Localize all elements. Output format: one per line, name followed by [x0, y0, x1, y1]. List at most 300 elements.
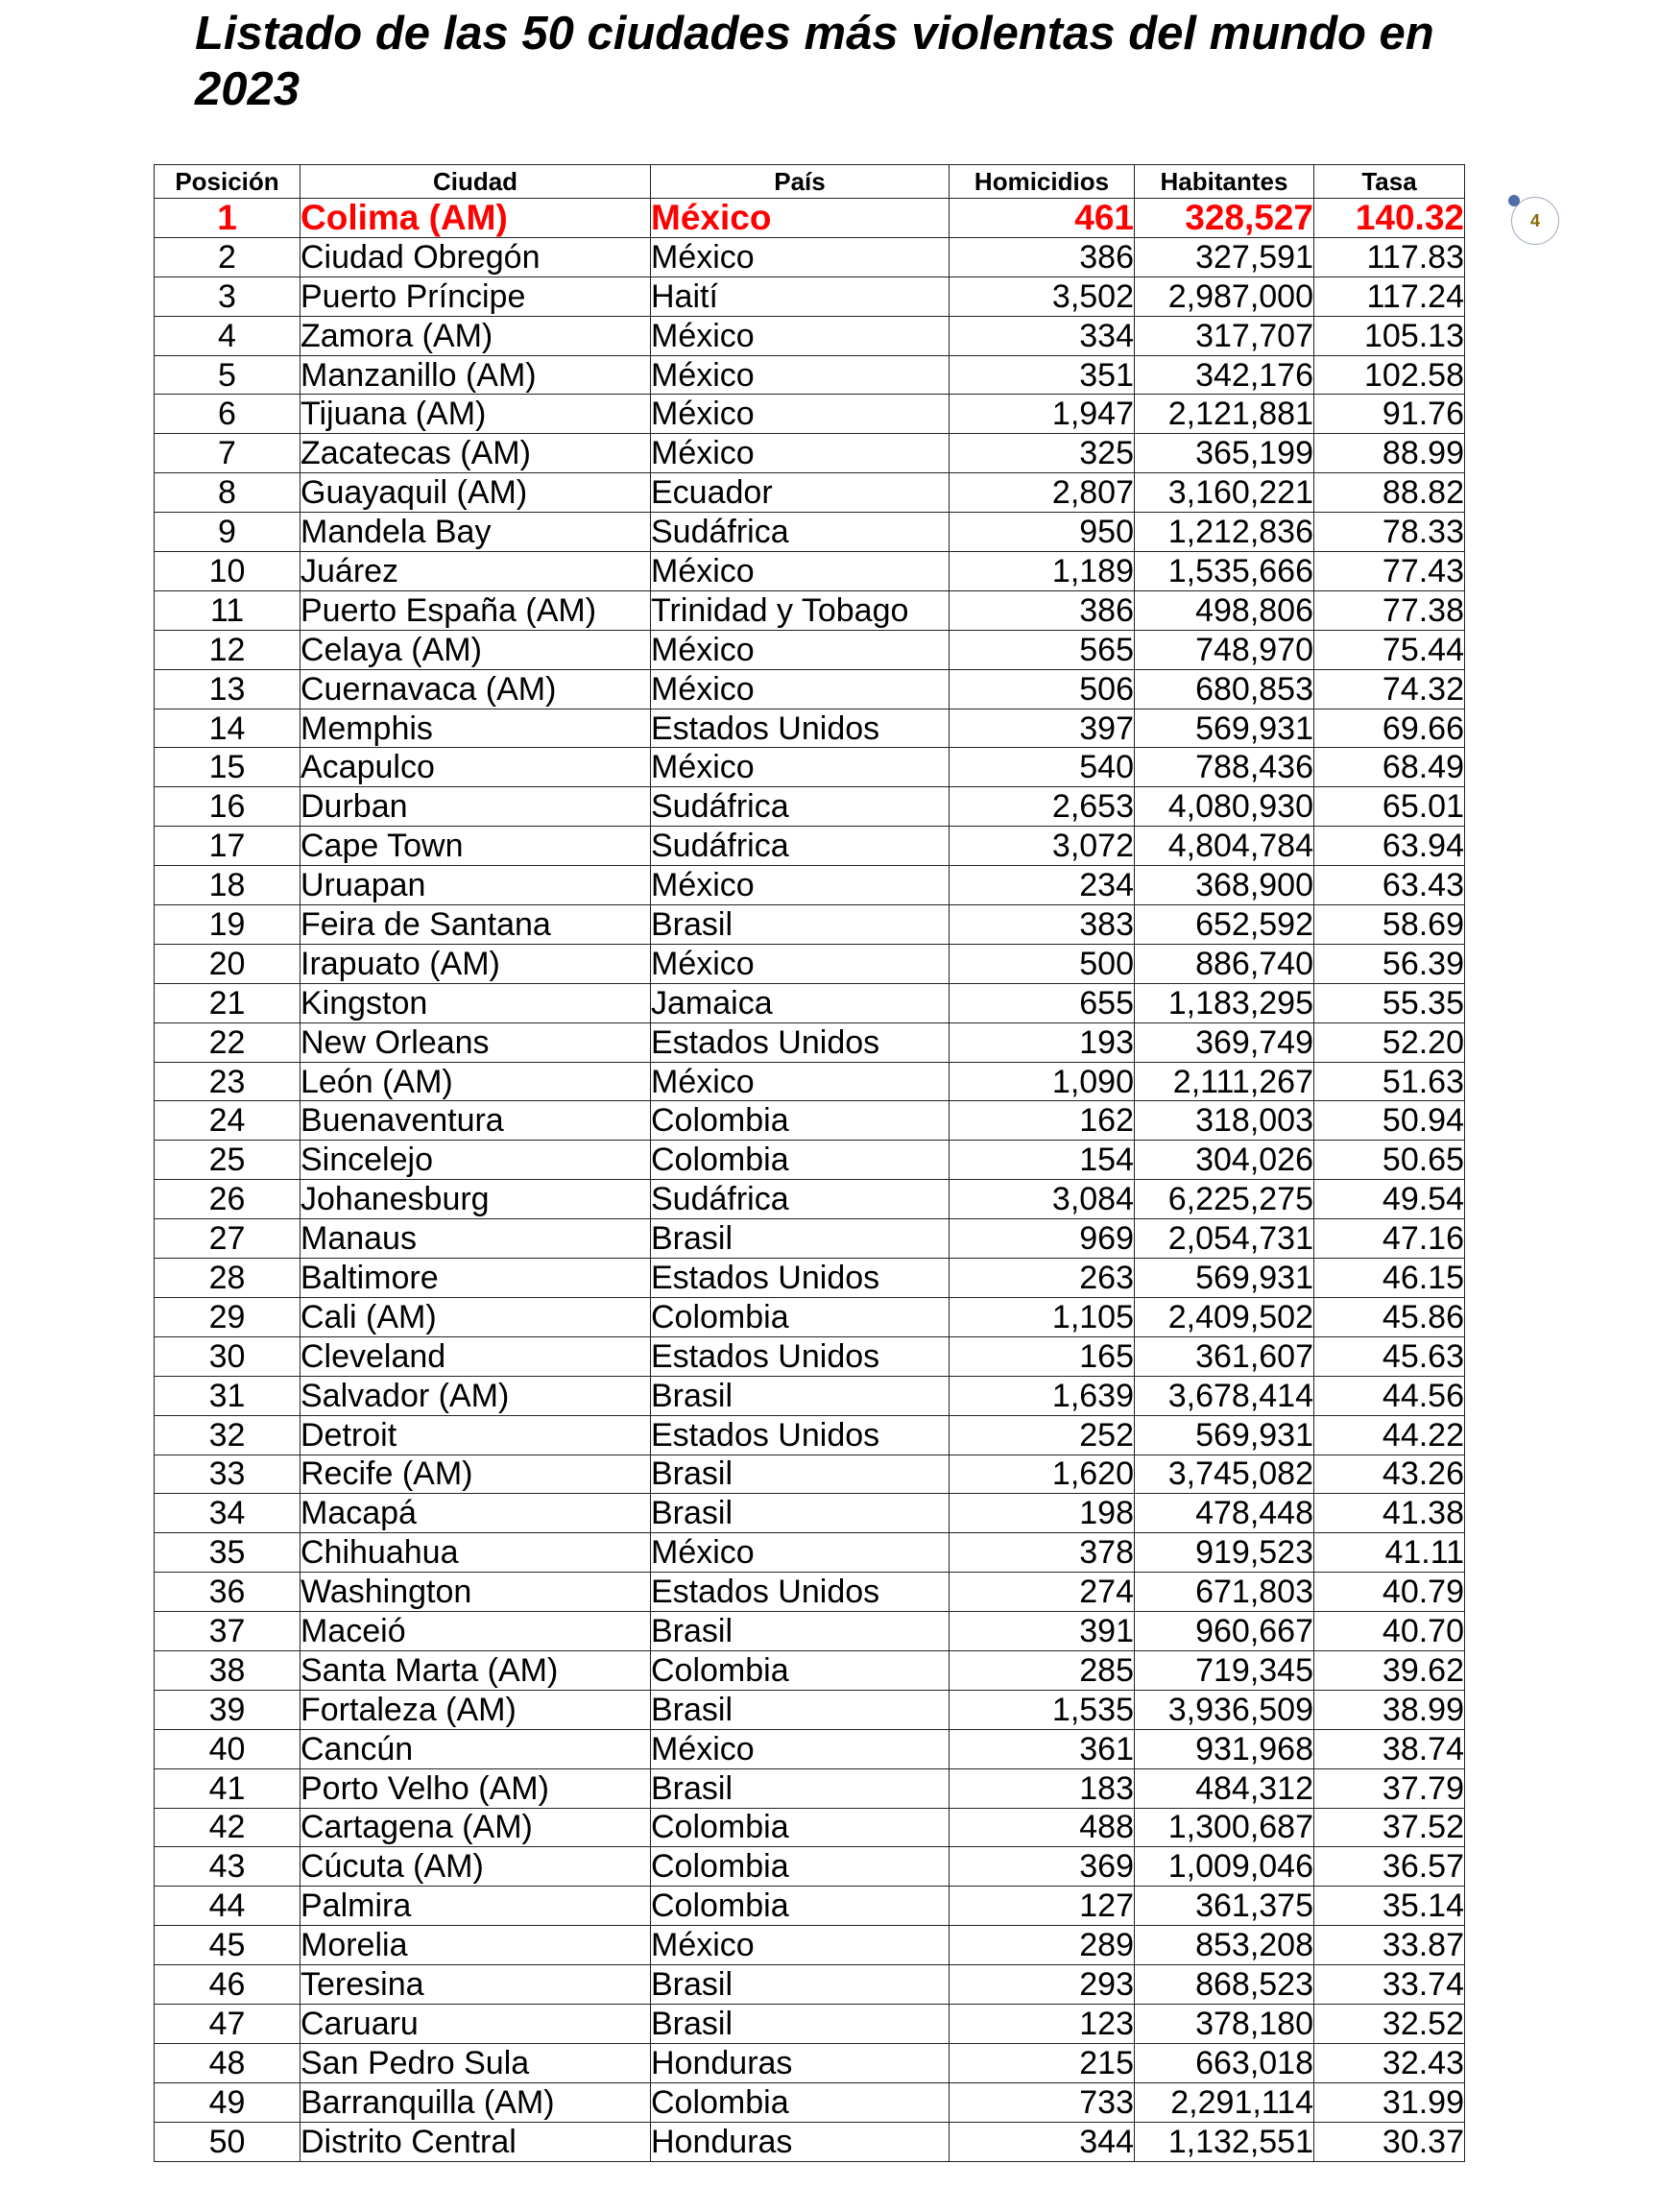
cell-ciudad: Buenaventura: [301, 1101, 651, 1141]
cell-ciudad: Cuernavaca (AM): [301, 669, 651, 709]
cell-tasa: 41.11: [1314, 1533, 1465, 1573]
cell-tasa: 39.62: [1314, 1650, 1465, 1690]
cell-tasa: 105.13: [1314, 316, 1465, 355]
cell-habitantes: 4,080,930: [1135, 787, 1314, 827]
cell-pais: Brasil: [651, 1455, 950, 1494]
table-row: [155, 1297, 1465, 1336]
cell-homicidios: 123: [950, 2004, 1135, 2043]
cell-posicion: 2: [155, 237, 301, 276]
page-number: 4: [1529, 210, 1540, 230]
cell-tasa: 33.74: [1314, 1965, 1465, 2005]
cell-posicion: 47: [155, 2004, 301, 2043]
table-row: [155, 2082, 1465, 2122]
cell-homicidios: 397: [950, 709, 1135, 748]
cell-homicidios: 1,947: [950, 395, 1135, 434]
cell-pais: Haití: [651, 276, 950, 316]
cell-habitantes: 1,183,295: [1135, 983, 1314, 1022]
cell-tasa: 63.94: [1314, 827, 1465, 866]
cell-ciudad: Celaya (AM): [301, 630, 651, 669]
cell-ciudad: Zamora (AM): [301, 316, 651, 355]
table-row: [155, 905, 1465, 945]
table-row: [155, 1101, 1465, 1141]
table-row: [155, 590, 1465, 630]
table-row: [155, 316, 1465, 355]
cell-habitantes: 886,740: [1135, 944, 1314, 983]
cell-habitantes: 663,018: [1135, 2043, 1314, 2082]
cell-tasa: 69.66: [1314, 709, 1465, 748]
cell-posicion: 22: [155, 1022, 301, 1062]
table-row: [155, 434, 1465, 473]
cell-pais: Colombia: [651, 1808, 950, 1847]
cell-tasa: 65.01: [1314, 787, 1465, 827]
cell-pais: Brasil: [651, 1219, 950, 1259]
cell-pais: México: [651, 866, 950, 905]
cell-habitantes: 671,803: [1135, 1573, 1314, 1612]
cell-ciudad: Acapulco: [301, 748, 651, 787]
cell-habitantes: 919,523: [1135, 1533, 1314, 1573]
table-row: [155, 2122, 1465, 2161]
cell-pais: Brasil: [651, 905, 950, 945]
header-posicion: Posición: [155, 165, 301, 199]
table-row: [155, 473, 1465, 513]
table-row: [155, 2004, 1465, 2043]
cell-homicidios: 252: [950, 1415, 1135, 1455]
cell-posicion: 46: [155, 1965, 301, 2005]
cell-pais: México: [651, 552, 950, 591]
cell-ciudad: Mandela Bay: [301, 513, 651, 552]
table-row: [155, 552, 1465, 591]
cell-tasa: 37.52: [1314, 1808, 1465, 1847]
cell-habitantes: 2,121,881: [1135, 395, 1314, 434]
cell-homicidios: 1,535: [950, 1690, 1135, 1729]
table-row: [155, 748, 1465, 787]
cell-habitantes: 748,970: [1135, 630, 1314, 669]
cell-pais: Brasil: [651, 1376, 950, 1415]
page-number-badge[interactable]: [1511, 197, 1559, 245]
cell-ciudad: Morelia: [301, 1926, 651, 1965]
cell-tasa: 68.49: [1314, 748, 1465, 787]
cell-posicion: 34: [155, 1494, 301, 1533]
cities-table: [154, 164, 1465, 2162]
cell-pais: Colombia: [651, 1101, 950, 1141]
cell-homicidios: 193: [950, 1022, 1135, 1062]
cell-posicion: 44: [155, 1887, 301, 1926]
cell-homicidios: 1,105: [950, 1297, 1135, 1336]
cell-posicion: 3: [155, 276, 301, 316]
cell-tasa: 75.44: [1314, 630, 1465, 669]
cell-tasa: 88.99: [1314, 434, 1465, 473]
cell-pais: Jamaica: [651, 983, 950, 1022]
cell-habitantes: 788,436: [1135, 748, 1314, 787]
cell-posicion: 28: [155, 1259, 301, 1298]
cell-posicion: 4: [155, 316, 301, 355]
cell-homicidios: 183: [950, 1768, 1135, 1808]
table-row: [155, 1062, 1465, 1101]
cell-posicion: 15: [155, 748, 301, 787]
cell-tasa: 58.69: [1314, 905, 1465, 945]
cell-habitantes: 361,375: [1135, 1887, 1314, 1926]
cell-habitantes: 1,132,551: [1135, 2122, 1314, 2161]
cell-habitantes: 2,987,000: [1135, 276, 1314, 316]
table-row: [155, 395, 1465, 434]
table-row: [155, 630, 1465, 669]
cell-ciudad: Palmira: [301, 1887, 651, 1926]
table-row: [155, 1768, 1465, 1808]
cell-pais: Brasil: [651, 1494, 950, 1533]
cell-tasa: 55.35: [1314, 983, 1465, 1022]
cell-homicidios: 3,072: [950, 827, 1135, 866]
cell-ciudad: Puerto Príncipe: [301, 276, 651, 316]
cell-ciudad: Macapá: [301, 1494, 651, 1533]
cell-ciudad: Tijuana (AM): [301, 395, 651, 434]
cell-tasa: 63.43: [1314, 866, 1465, 905]
cell-habitantes: 3,745,082: [1135, 1455, 1314, 1494]
cell-pais: Colombia: [651, 1141, 950, 1180]
cell-tasa: 102.58: [1314, 355, 1465, 395]
cell-posicion: 32: [155, 1415, 301, 1455]
cell-pais: Sudáfrica: [651, 787, 950, 827]
cell-ciudad: Recife (AM): [301, 1455, 651, 1494]
cell-pais: Colombia: [651, 2082, 950, 2122]
cell-tasa: 32.43: [1314, 2043, 1465, 2082]
table-row: [155, 1808, 1465, 1847]
cell-posicion: 50: [155, 2122, 301, 2161]
cell-tasa: 45.63: [1314, 1336, 1465, 1376]
cell-homicidios: 154: [950, 1141, 1135, 1180]
cell-posicion: 35: [155, 1533, 301, 1573]
table-row: [155, 1376, 1465, 1415]
cell-homicidios: 361: [950, 1729, 1135, 1768]
cell-habitantes: 2,291,114: [1135, 2082, 1314, 2122]
cell-tasa: 40.79: [1314, 1573, 1465, 1612]
cell-homicidios: 234: [950, 866, 1135, 905]
cell-ciudad: Porto Velho (AM): [301, 1768, 651, 1808]
table-row: [155, 1141, 1465, 1180]
cell-posicion: 33: [155, 1455, 301, 1494]
table-row: [155, 1729, 1465, 1768]
cell-tasa: 45.86: [1314, 1297, 1465, 1336]
cell-pais: Honduras: [651, 2043, 950, 2082]
cell-ciudad: Fortaleza (AM): [301, 1690, 651, 1729]
cell-tasa: 50.94: [1314, 1101, 1465, 1141]
cell-ciudad: Feira de Santana: [301, 905, 651, 945]
cell-homicidios: 274: [950, 1573, 1135, 1612]
cell-ciudad: León (AM): [301, 1062, 651, 1101]
cell-homicidios: 325: [950, 434, 1135, 473]
cell-pais: Estados Unidos: [651, 709, 950, 748]
cell-ciudad: Distrito Central: [301, 2122, 651, 2161]
cell-habitantes: 3,678,414: [1135, 1376, 1314, 1415]
cell-pais: Estados Unidos: [651, 1336, 950, 1376]
cell-tasa: 31.99: [1314, 2082, 1465, 2122]
cell-posicion: 9: [155, 513, 301, 552]
cell-ciudad: Barranquilla (AM): [301, 2082, 651, 2122]
cell-ciudad: Ciudad Obregón: [301, 237, 651, 276]
cell-habitantes: 4,804,784: [1135, 827, 1314, 866]
cell-pais: Sudáfrica: [651, 1180, 950, 1219]
cell-homicidios: 215: [950, 2043, 1135, 2082]
cell-homicidios: 500: [950, 944, 1135, 983]
cell-habitantes: 2,111,267: [1135, 1062, 1314, 1101]
cell-ciudad: Cancún: [301, 1729, 651, 1768]
cell-pais: Brasil: [651, 1612, 950, 1651]
table-row: [155, 1690, 1465, 1729]
cell-pais: Colombia: [651, 1847, 950, 1887]
cell-homicidios: 2,653: [950, 787, 1135, 827]
cell-posicion: 11: [155, 590, 301, 630]
cell-habitantes: 569,931: [1135, 1259, 1314, 1298]
cell-homicidios: 351: [950, 355, 1135, 395]
cell-posicion: 31: [155, 1376, 301, 1415]
table-row: [155, 1650, 1465, 1690]
cell-habitantes: 931,968: [1135, 1729, 1314, 1768]
cell-ciudad: Manaus: [301, 1219, 651, 1259]
cell-habitantes: 719,345: [1135, 1650, 1314, 1690]
cell-homicidios: 733: [950, 2082, 1135, 2122]
cell-homicidios: 2,807: [950, 473, 1135, 513]
cell-pais: Colombia: [651, 1887, 950, 1926]
cell-homicidios: 344: [950, 2122, 1135, 2161]
cell-habitantes: 2,054,731: [1135, 1219, 1314, 1259]
table-row: [155, 787, 1465, 827]
cell-posicion: 16: [155, 787, 301, 827]
cell-habitantes: 3,936,509: [1135, 1690, 1314, 1729]
table-row: [155, 866, 1465, 905]
cell-pais: Brasil: [651, 1965, 950, 2005]
table-row: [155, 1022, 1465, 1062]
cell-posicion: 12: [155, 630, 301, 669]
cell-posicion: 1: [155, 199, 301, 238]
cell-ciudad: Memphis: [301, 709, 651, 748]
cell-ciudad: New Orleans: [301, 1022, 651, 1062]
cell-posicion: 24: [155, 1101, 301, 1141]
table-row: [155, 513, 1465, 552]
cell-posicion: 45: [155, 1926, 301, 1965]
table-row: [155, 1455, 1465, 1494]
cell-tasa: 56.39: [1314, 944, 1465, 983]
cell-posicion: 39: [155, 1690, 301, 1729]
cell-tasa: 46.15: [1314, 1259, 1465, 1298]
cell-pais: Brasil: [651, 2004, 950, 2043]
cell-ciudad: Kingston: [301, 983, 651, 1022]
cell-habitantes: 868,523: [1135, 1965, 1314, 2005]
cell-homicidios: 369: [950, 1847, 1135, 1887]
cell-tasa: 37.79: [1314, 1768, 1465, 1808]
cell-pais: Colombia: [651, 1650, 950, 1690]
cell-tasa: 47.16: [1314, 1219, 1465, 1259]
cell-habitantes: 328,527: [1135, 199, 1314, 238]
cell-ciudad: Teresina: [301, 1965, 651, 2005]
cell-habitantes: 361,607: [1135, 1336, 1314, 1376]
cell-homicidios: 127: [950, 1887, 1135, 1926]
cell-habitantes: 369,749: [1135, 1022, 1314, 1062]
cell-homicidios: 1,189: [950, 552, 1135, 591]
cell-homicidios: 391: [950, 1612, 1135, 1651]
table-row: [155, 1965, 1465, 2005]
cell-tasa: 49.54: [1314, 1180, 1465, 1219]
cell-tasa: 77.38: [1314, 590, 1465, 630]
header-habitantes: Habitantes: [1135, 165, 1314, 199]
cell-habitantes: 498,806: [1135, 590, 1314, 630]
cell-ciudad: Caruaru: [301, 2004, 651, 2043]
table-row: [155, 1494, 1465, 1533]
cell-tasa: 44.22: [1314, 1415, 1465, 1455]
cell-posicion: 48: [155, 2043, 301, 2082]
cell-pais: Estados Unidos: [651, 1259, 950, 1298]
cell-homicidios: 3,084: [950, 1180, 1135, 1219]
cell-tasa: 33.87: [1314, 1926, 1465, 1965]
cell-pais: México: [651, 1729, 950, 1768]
cell-pais: México: [651, 1533, 950, 1573]
cell-tasa: 30.37: [1314, 2122, 1465, 2161]
cell-ciudad: Cartagena (AM): [301, 1808, 651, 1847]
header-pais: País: [651, 165, 950, 199]
cell-tasa: 50.65: [1314, 1141, 1465, 1180]
cell-tasa: 32.52: [1314, 2004, 1465, 2043]
cell-tasa: 117.24: [1314, 276, 1465, 316]
cell-pais: México: [651, 355, 950, 395]
cell-posicion: 21: [155, 983, 301, 1022]
cell-homicidios: 198: [950, 1494, 1135, 1533]
cell-ciudad: Maceió: [301, 1612, 651, 1651]
table-row: [155, 2043, 1465, 2082]
cell-homicidios: 461: [950, 199, 1135, 238]
cell-posicion: 10: [155, 552, 301, 591]
cell-pais: México: [651, 237, 950, 276]
cell-tasa: 74.32: [1314, 669, 1465, 709]
cell-habitantes: 680,853: [1135, 669, 1314, 709]
cell-tasa: 78.33: [1314, 513, 1465, 552]
cell-pais: Sudáfrica: [651, 827, 950, 866]
cell-posicion: 42: [155, 1808, 301, 1847]
cell-pais: México: [651, 669, 950, 709]
cell-homicidios: 1,639: [950, 1376, 1135, 1415]
cell-posicion: 25: [155, 1141, 301, 1180]
cell-tasa: 38.74: [1314, 1729, 1465, 1768]
cell-homicidios: 969: [950, 1219, 1135, 1259]
cell-posicion: 5: [155, 355, 301, 395]
cell-habitantes: 6,225,275: [1135, 1180, 1314, 1219]
cell-ciudad: Colima (AM): [301, 199, 651, 238]
cell-habitantes: 652,592: [1135, 905, 1314, 945]
cell-posicion: 6: [155, 395, 301, 434]
table-row: [155, 237, 1465, 276]
cell-tasa: 88.82: [1314, 473, 1465, 513]
cell-ciudad: Cape Town: [301, 827, 651, 866]
cell-homicidios: 565: [950, 630, 1135, 669]
cell-homicidios: 383: [950, 905, 1135, 945]
cell-pais: México: [651, 434, 950, 473]
cell-habitantes: 318,003: [1135, 1101, 1314, 1141]
table-row: [155, 944, 1465, 983]
cell-posicion: 38: [155, 1650, 301, 1690]
cell-homicidios: 334: [950, 316, 1135, 355]
cell-pais: México: [651, 748, 950, 787]
cell-pais: Estados Unidos: [651, 1415, 950, 1455]
cell-ciudad: Johanesburg: [301, 1180, 651, 1219]
cell-habitantes: 484,312: [1135, 1768, 1314, 1808]
cell-ciudad: Detroit: [301, 1415, 651, 1455]
cell-tasa: 35.14: [1314, 1887, 1465, 1926]
cell-pais: Colombia: [651, 1297, 950, 1336]
cell-tasa: 40.70: [1314, 1612, 1465, 1651]
table-row: [155, 669, 1465, 709]
cell-homicidios: 506: [950, 669, 1135, 709]
cell-posicion: 36: [155, 1573, 301, 1612]
cell-habitantes: 317,707: [1135, 316, 1314, 355]
cell-pais: Trinidad y Tobago: [651, 590, 950, 630]
cell-posicion: 26: [155, 1180, 301, 1219]
cell-pais: Estados Unidos: [651, 1022, 950, 1062]
cell-tasa: 38.99: [1314, 1690, 1465, 1729]
table-row: [155, 276, 1465, 316]
cell-ciudad: Puerto España (AM): [301, 590, 651, 630]
cell-tasa: 44.56: [1314, 1376, 1465, 1415]
table-row: [155, 1573, 1465, 1612]
table-row: [155, 709, 1465, 748]
cell-pais: Honduras: [651, 2122, 950, 2161]
table-row: [155, 1887, 1465, 1926]
cell-homicidios: 285: [950, 1650, 1135, 1690]
cell-pais: México: [651, 1926, 950, 1965]
cell-habitantes: 304,026: [1135, 1141, 1314, 1180]
cell-habitantes: 3,160,221: [1135, 473, 1314, 513]
cell-ciudad: Zacatecas (AM): [301, 434, 651, 473]
cell-habitantes: 365,199: [1135, 434, 1314, 473]
cell-pais: Estados Unidos: [651, 1573, 950, 1612]
header-tasa: Tasa: [1314, 165, 1465, 199]
table-row: [155, 827, 1465, 866]
table-row: [155, 1415, 1465, 1455]
cell-ciudad: Durban: [301, 787, 651, 827]
header-homicidios: Homicidios: [950, 165, 1135, 199]
cell-pais: México: [651, 944, 950, 983]
cell-homicidios: 386: [950, 590, 1135, 630]
cell-posicion: 40: [155, 1729, 301, 1768]
cell-habitantes: 327,591: [1135, 237, 1314, 276]
table-row: [155, 1180, 1465, 1219]
cell-habitantes: 960,667: [1135, 1612, 1314, 1651]
table-row: [155, 1336, 1465, 1376]
cell-ciudad: Washington: [301, 1573, 651, 1612]
cell-ciudad: Uruapan: [301, 866, 651, 905]
cell-tasa: 51.63: [1314, 1062, 1465, 1101]
cell-habitantes: 1,009,046: [1135, 1847, 1314, 1887]
badge-dot-icon: [1508, 195, 1520, 206]
page-title: Listado de las 50 ciudades más violentas del mundo en 2023: [195, 8, 1434, 115]
table-row: [155, 1612, 1465, 1651]
cell-ciudad: Juárez: [301, 552, 651, 591]
header-ciudad: Ciudad: [301, 165, 651, 199]
cell-ciudad: Santa Marta (AM): [301, 1650, 651, 1690]
cell-tasa: 43.26: [1314, 1455, 1465, 1494]
cell-ciudad: Cúcuta (AM): [301, 1847, 651, 1887]
table-row: [155, 1847, 1465, 1887]
cell-posicion: 43: [155, 1847, 301, 1887]
table-row: [155, 1219, 1465, 1259]
cell-habitantes: 1,212,836: [1135, 513, 1314, 552]
table-header-row: [155, 165, 1465, 199]
cell-posicion: 19: [155, 905, 301, 945]
cell-habitantes: 569,931: [1135, 709, 1314, 748]
cell-habitantes: 1,535,666: [1135, 552, 1314, 591]
cell-tasa: 140.32: [1314, 199, 1465, 238]
cell-posicion: 7: [155, 434, 301, 473]
cell-posicion: 18: [155, 866, 301, 905]
cell-pais: México: [651, 316, 950, 355]
cell-ciudad: Manzanillo (AM): [301, 355, 651, 395]
cell-tasa: 117.83: [1314, 237, 1465, 276]
